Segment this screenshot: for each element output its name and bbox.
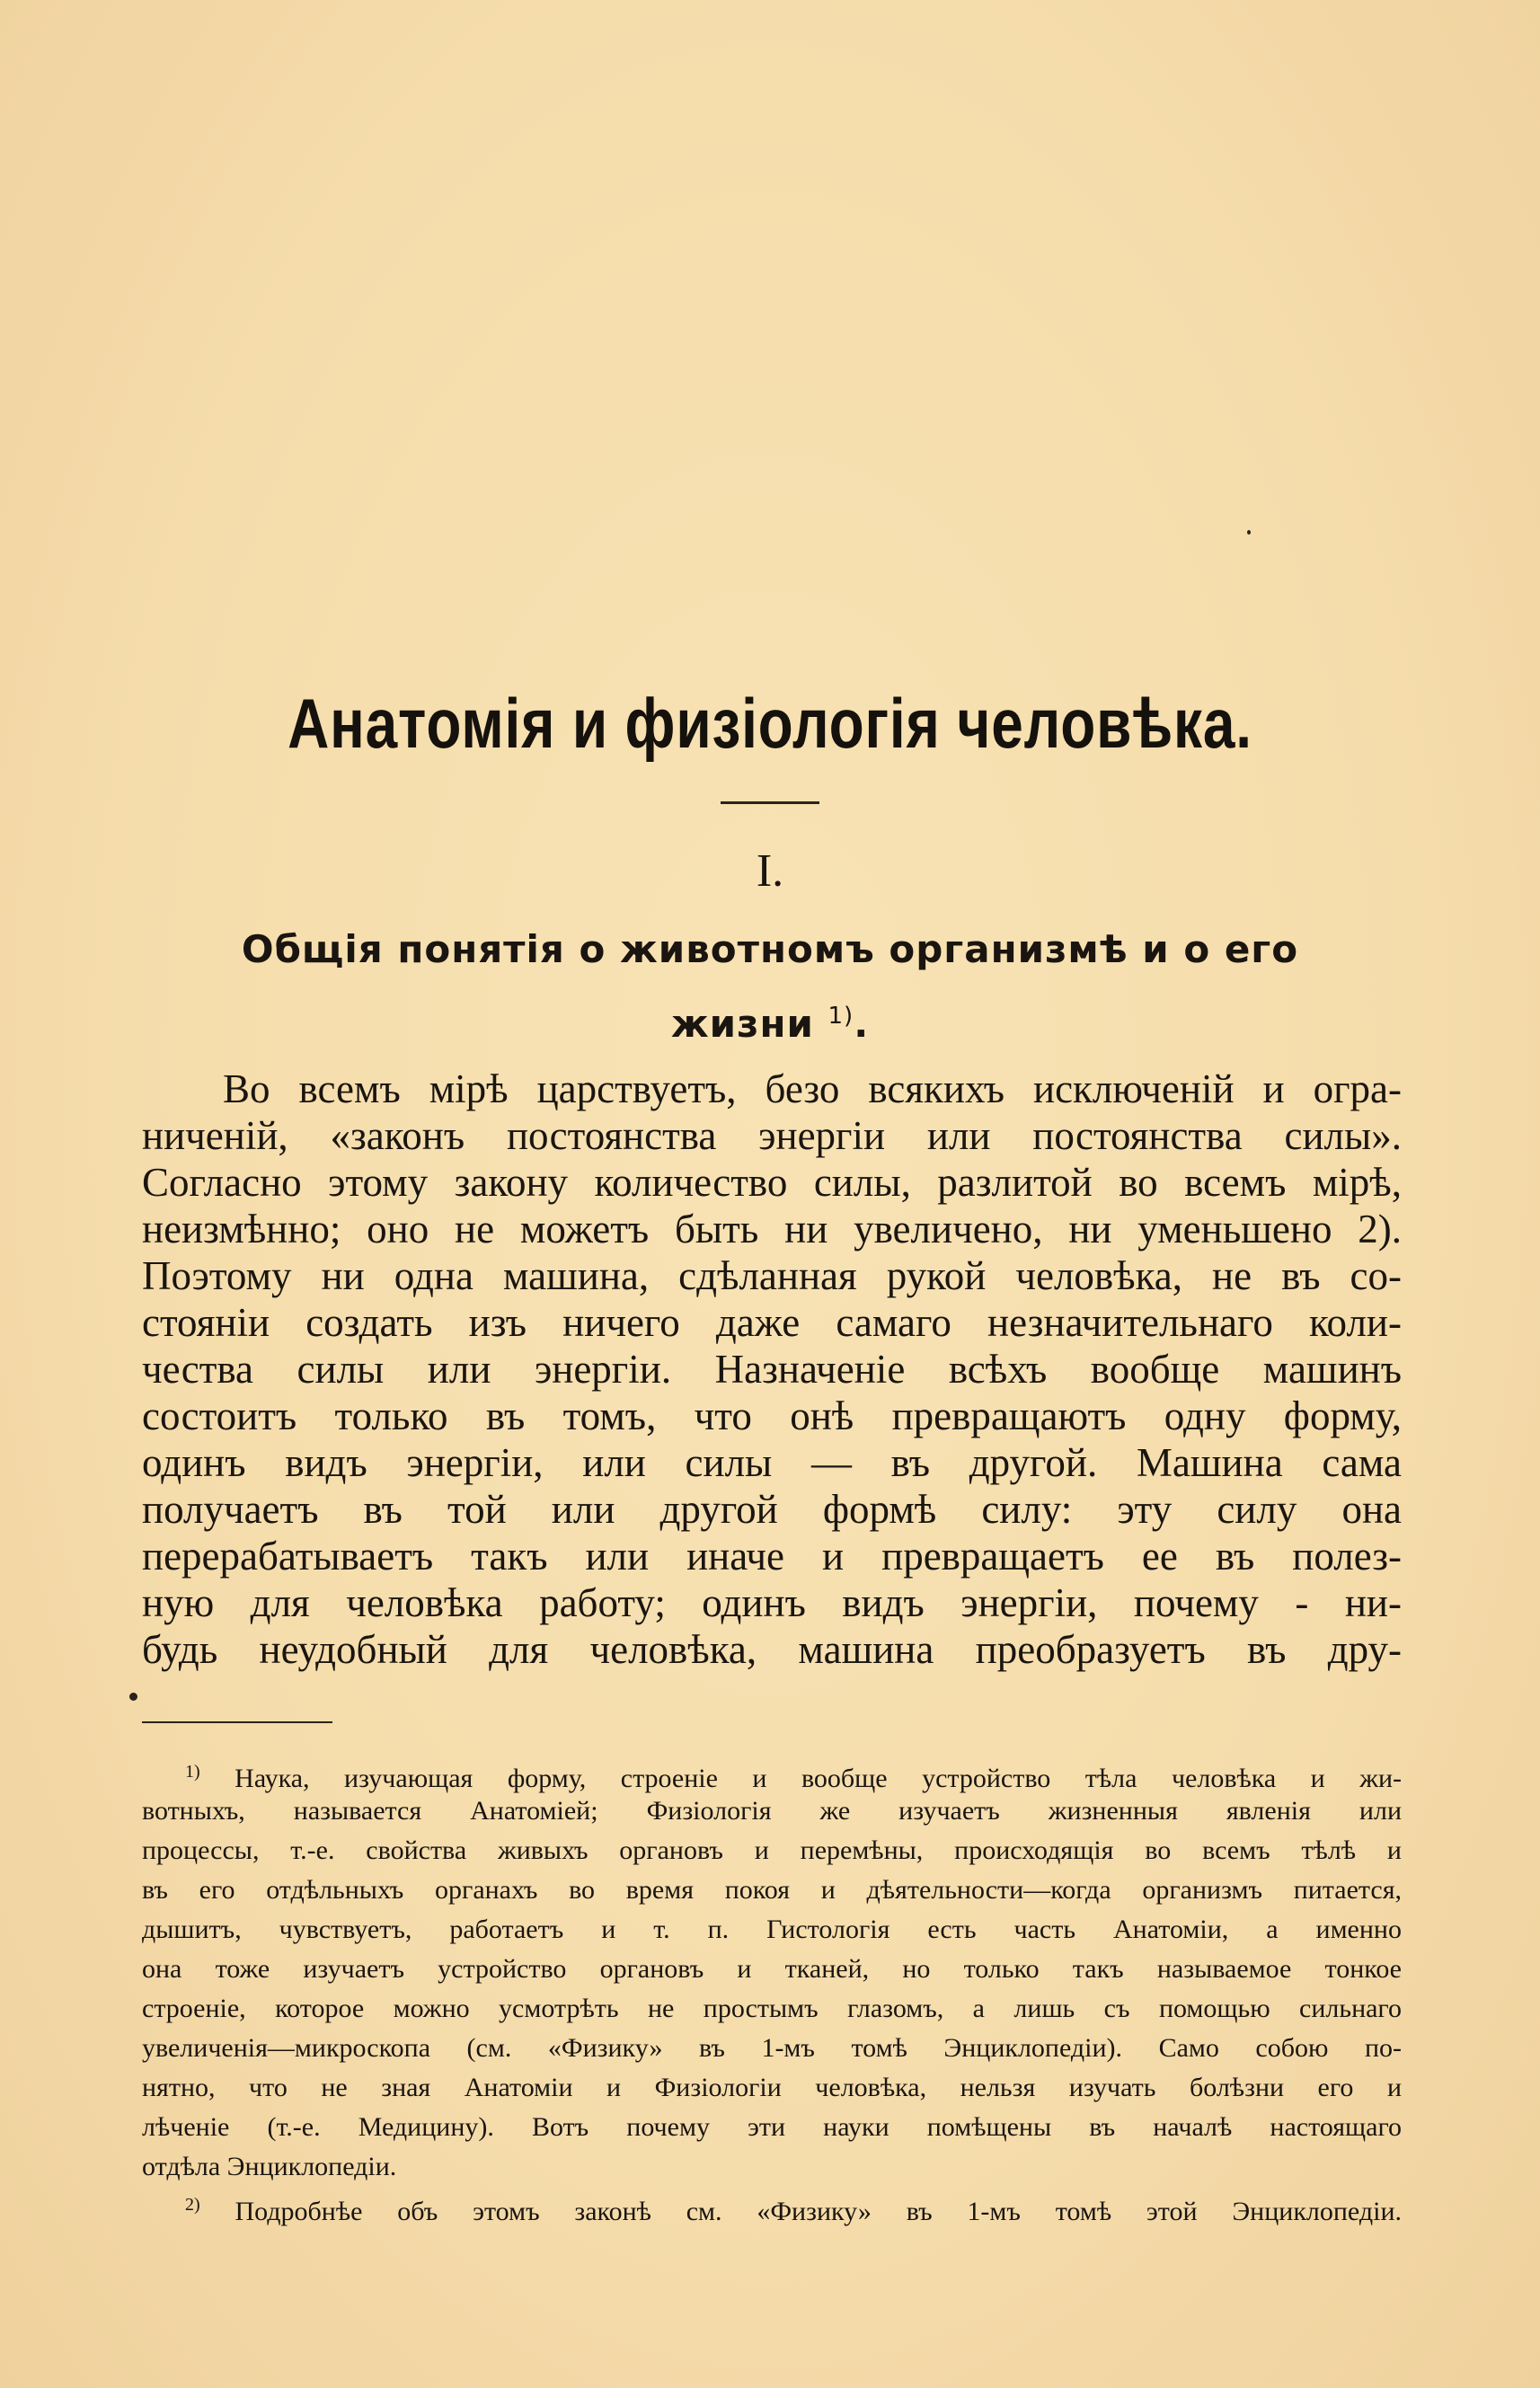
- body-line: стояніи создать изъ ничего даже самаго незначительнаго коли-: [142, 1300, 1402, 1345]
- body-line: получаетъ въ той или другой формѣ силу: эту силу она: [142, 1487, 1402, 1532]
- body-line: будь неудобный для человѣка, машина преобразуетъ въ дру-: [142, 1627, 1402, 1672]
- footnote-line: она тоже изучаетъ устройство органовъ и тканей, но только такъ называемое тонкое: [142, 1954, 1402, 1984]
- footnote-line: нятно, что не зная Анатоміи и Физіологіи человѣка, нельзя изучать болѣзни его и: [142, 2073, 1402, 2102]
- body-paragraph: [142, 1066, 1402, 1673]
- footnote-line: отдѣла Энциклопедіи.: [142, 2152, 397, 2181]
- footnote-line: процессы, т.-е. свойства живыхъ органовъ и перемѣны, происходящія во всемъ тѣлѣ и: [142, 1835, 1402, 1865]
- footnote-divider: [142, 1721, 332, 1723]
- footnote-line: увеличенія—микроскопа (см. «Физику» въ 1-мъ томѣ Энциклопедіи). Само собою по-: [142, 2033, 1402, 2063]
- section-heading: [135, 916, 1405, 1057]
- footnote-marker-2: 2): [185, 2195, 200, 2215]
- print-speck: [129, 1693, 137, 1701]
- body-line: ную для человѣка работу; одинъ видъ энергіи, почему - ни-: [142, 1580, 1402, 1625]
- footnote-line: въ его отдѣльныхъ органахъ во время покоя и дѣятельности—когда организмъ питается,: [142, 1875, 1402, 1905]
- footnote-line: $^{2)}$ Подробнѣе объ этомъ законѣ см. «Физику» въ 1-мъ томѣ этой Энциклопедіи.: [185, 2195, 1402, 2226]
- footnote-line: лѣченіе (т.-е. Медицину). Вотъ почему эти науки помѣщены въ началѣ настоящаго: [142, 2112, 1402, 2142]
- section-heading-word: жизни: [670, 1002, 814, 1046]
- footnote-2: [142, 2185, 1402, 2232]
- body-line: ниченій, «законъ постоянства энергіи или постоянства силы».: [142, 1113, 1402, 1158]
- body-line: неизмѣнно; оно не можетъ быть ни увеличено, ни уменьшено 2).: [142, 1207, 1402, 1251]
- body-line: Во всемъ мірѣ царствуетъ, безо всякихъ исключеній и огра-: [223, 1066, 1402, 1111]
- section-heading-line-1: Общія понятія о животномъ организмѣ и о его: [241, 927, 1299, 971]
- body-line: перерабатываетъ такъ или иначе и превращаетъ ее въ полез-: [142, 1534, 1402, 1579]
- page-title: Анатомія и физіологія человѣка.: [288, 684, 1252, 763]
- body-line: состоитъ только въ томъ, что онѣ превращаютъ одну форму,: [142, 1393, 1402, 1438]
- footnote-1: [142, 1752, 1402, 2187]
- title-divider: [721, 801, 819, 804]
- footnote-marker-1: 1): [185, 1762, 200, 1782]
- footnote-ref-1: 1): [828, 1003, 854, 1030]
- footnote-line: вотныхъ, называется Анатоміей; Физіологія же изучаетъ жизненныя явленія или: [142, 1796, 1402, 1826]
- body-line: Согласно этому закону количество силы, разлитой во всемъ мірѣ,: [142, 1160, 1402, 1205]
- footnote-line: $^{1)}$ Наука, изучающая форму, строеніе и вообще устройство тѣла человѣка и жи-: [185, 1762, 1402, 1793]
- body-line: Поэтому ни одна машина, сдѣланная рукой человѣка, не въ со-: [142, 1253, 1402, 1298]
- body-line: одинъ видъ энергіи, или силы — въ другой. Машина сама: [142, 1440, 1402, 1485]
- body-line: чества силы или энергіи. Назначеніе всѣхъ вообще машинъ: [142, 1347, 1402, 1392]
- footnote-line: строеніе, которое можно усмотрѣть не простымъ глазомъ, а лишь съ помощью сильнаго: [142, 1994, 1402, 2023]
- section-number: I.: [756, 845, 784, 897]
- section-heading-line-2: жизни $^{1)}$.: [670, 1002, 870, 1046]
- footnote-line: дышитъ, чувствуетъ, работаетъ и т. п. Гистологія есть часть Анатоміи, а именно: [142, 1915, 1402, 1944]
- print-speck: [1247, 530, 1251, 535]
